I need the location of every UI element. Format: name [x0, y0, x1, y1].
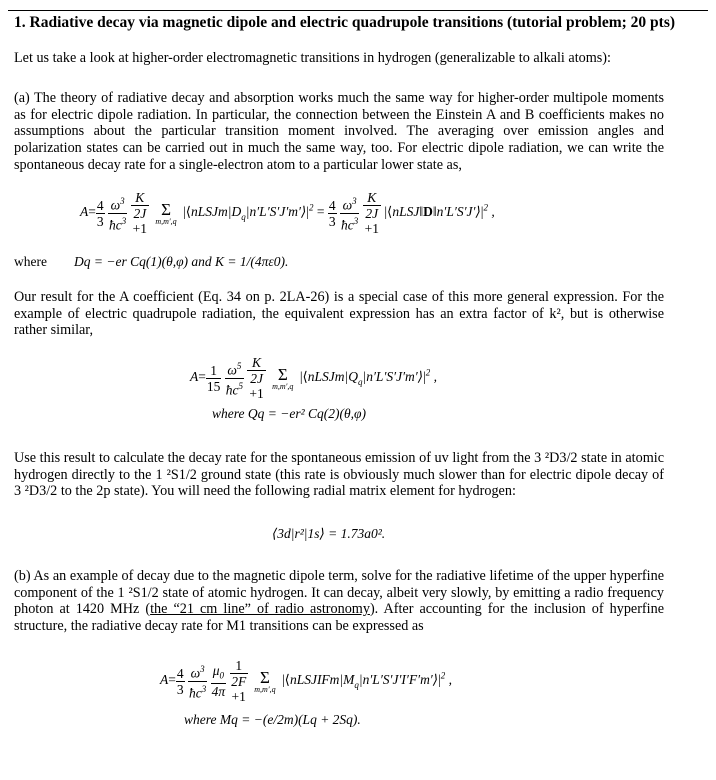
- dipole-decay-equation: A= $\frac{4}{3}$ $\frac{\omega^3}{ħc^3}$ K 2J +1 Σ m,m′,q $|⟨nLSJm|D_q|n'L'S'J'm'⟩|^2$ = $\frac{4}{3}$ $\frac{\omega^3}{ħc^3}$ K 2J +1 $|⟨nLSJ‖D‖n'L'S'J'⟩|^2$ ,: [80, 190, 495, 236]
- intro-text: Let us take a look at higher-order electromagnetic transitions in hydrogen (generalizable to alkali atoms):: [14, 50, 611, 66]
- quadrupole-decay-equation: A= $\frac{1}{15}$ $\frac{\omega^5}{ħc^5}$ K 2J +1 Σ m,m′,q $|⟨nLSJm|Q_q|n'L'S'J'm'⟩|^2$ ,: [190, 355, 437, 401]
- magnetic-dipole-decay-equation: A= $\frac{4}{3}$ $\frac{\omega^3}{ħc^3}$ $\frac{\mu_0}{4\pi}$ 1 2F +1 Σ m,m′,q $|⟨nLSJIFm|M_q|n'L'S'J'I'F'm'⟩|^2$ ,: [160, 658, 452, 704]
- magnetic-where: where Mq = −(e/2m)(Lq + 2Sq).: [184, 712, 361, 727]
- part-b-text-2: ). After accounting for the inclusion of hyperfine structure, the radiative decay rate for M1 transitions can be expressed as: [14, 601, 664, 635]
- quadrupole-where: where Qq = −er² Cq(2)(θ,φ): [212, 406, 366, 421]
- radial-matrix-element: ⟨3d|r²|1s⟩ = 1.73a0².: [272, 526, 386, 541]
- top-rule: [8, 10, 708, 11]
- problem-title: 1. Radiative decay via magnetic dipole and electric quadrupole transitions (tutorial problem; 20 pts): [14, 14, 676, 31]
- where-label: where: [14, 254, 47, 269]
- part-b-text: [14, 568, 664, 635]
- part-a-text: (a) The theory of radiative decay and absorption works much the same way for higher-order multipole moments as for electric dipole radiation. In particular, the connection between the Einstein A and B coefficients makes no assumptions about the particular transition moment involved. The averaging over emission angles and polarization states can be carried out in much the same way, too. For electric dipole radiation, we can write the spontaneous decay rate for a single-electron atom to a particular lower state as,: [14, 90, 664, 173]
- use-result-text: Use this result to calculate the decay rate for the spontaneous emission of uv light from the 3 ²D3/2 state in atomic hydrogen directly to the 1 ²S1/2 ground state (this rate is obviously much slower than for electric dipole decay of 3 ²D3/2 to the 2p state). You will need the following radial matrix element for hydrogen:: [14, 450, 664, 500]
- where-definition: Dq = −er Cq(1)(θ,φ) and K = 1/(4πε0).: [74, 254, 289, 269]
- radio-astronomy-link[interactable]: the “21 cm line” of radio astronomy: [150, 601, 370, 618]
- result-text: Our result for the A coefficient (Eq. 34 on p. 2LA-26) is a special case of this more general expression. For the example of electric quadrupole radiation, the equivalent expression has an extra factor of k², but is otherwise rather similar,: [14, 289, 664, 339]
- part-b-text-1: (b) As an example of decay due to the magnetic dipole term, solve for the radiative lifetime of the upper hyperfine component of the 1 ²S1/2 state of atomic hydrogen. It can decay, albeit very slowly, by emitting a radio frequency photon at 1420 MHz (: [14, 568, 664, 618]
